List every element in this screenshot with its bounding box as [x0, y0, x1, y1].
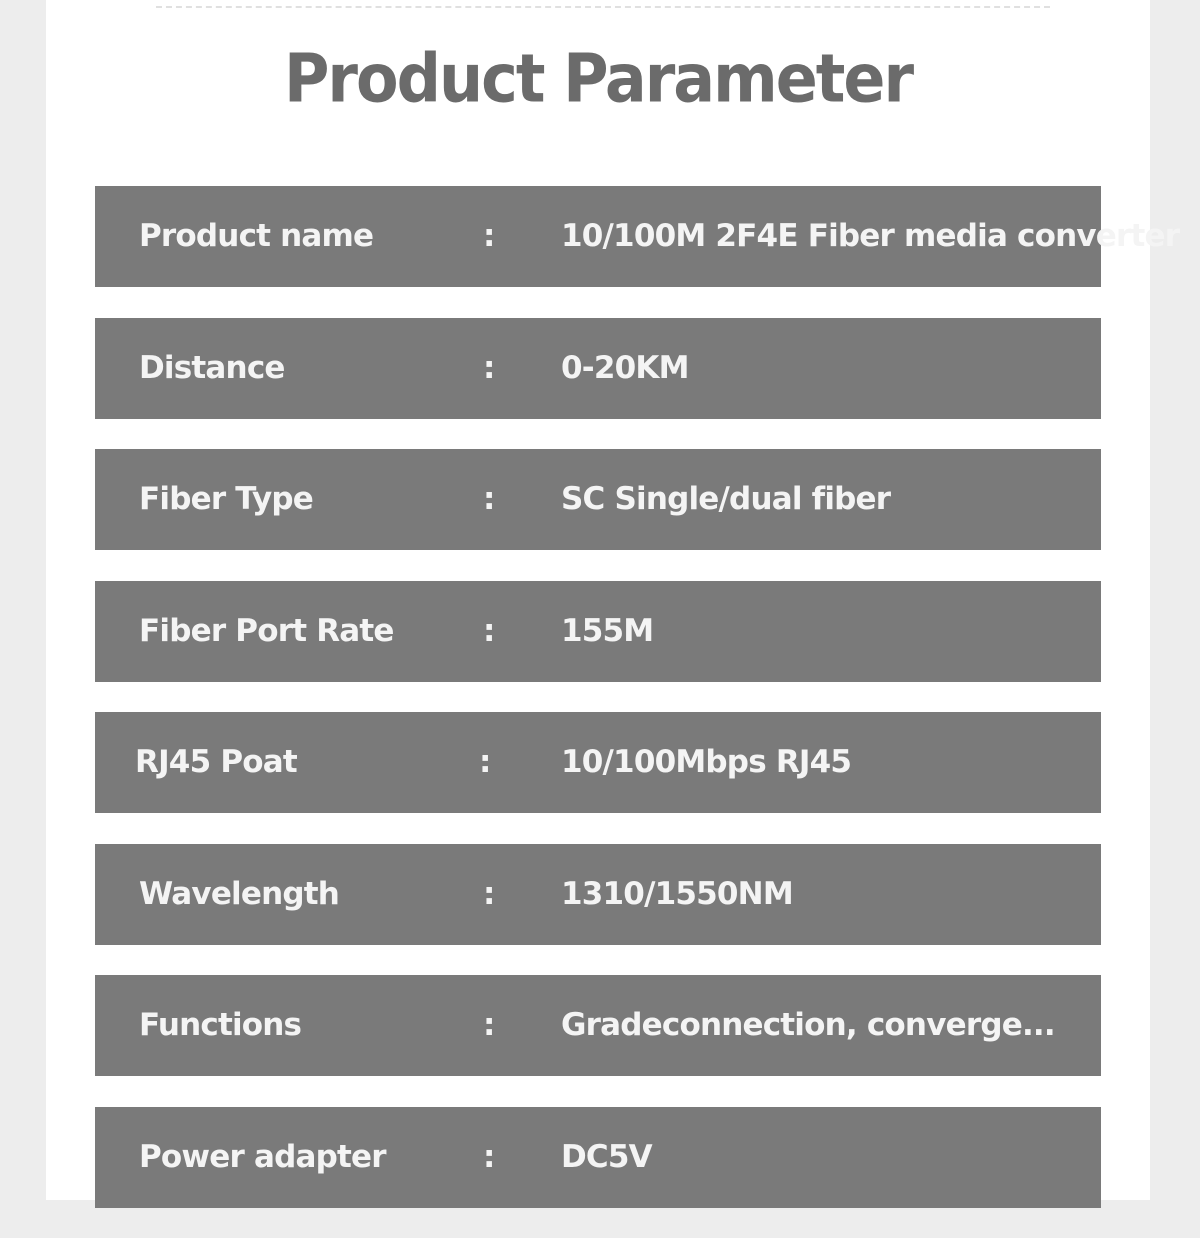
parameter-separator: : — [479, 744, 491, 780]
parameter-table — [95, 186, 1180, 1238]
parameter-separator: : — [483, 1138, 495, 1175]
parameter-separator: : — [483, 349, 495, 386]
parameter-value: 10/100Mbps RJ45 — [561, 744, 852, 780]
parameter-value: 0-20KM — [561, 349, 689, 386]
parameter-label: Fiber Port Rate — [139, 612, 394, 649]
parameter-separator: : — [483, 218, 495, 254]
parameter-row-fiber-type — [95, 449, 1101, 550]
parameter-value: SC Single/dual fiber — [561, 481, 891, 517]
parameter-row-fiber-port-rate — [95, 581, 1101, 682]
parameter-value: 155M — [561, 612, 654, 649]
parameter-label: Fiber Type — [139, 481, 313, 517]
parameter-row-distance — [95, 318, 1101, 419]
page-title: Product Parameter — [283, 39, 913, 118]
product-page — [46, 0, 1180, 1200]
parameter-value: DC5V — [561, 1138, 652, 1175]
parameter-label: Distance — [139, 349, 285, 386]
parameter-label: Wavelength — [139, 875, 340, 912]
parameter-separator: : — [483, 1007, 495, 1043]
parameter-row-wavelength — [95, 844, 1101, 945]
parameter-separator: : — [483, 481, 495, 517]
parameter-value: Gradeconnection, converge... — [561, 1007, 1055, 1043]
parameter-row-power-adapter — [95, 1107, 1101, 1208]
parameter-separator: : — [483, 875, 495, 912]
parameter-label: Power adapter — [139, 1138, 386, 1175]
parameter-value: 10/100M 2F4E Fiber media converter — [561, 218, 1180, 254]
parameter-label: Functions — [139, 1007, 302, 1043]
top-divider — [156, 0, 1050, 8]
parameter-row-functions — [95, 975, 1101, 1076]
parameter-row-product-name — [95, 186, 1180, 287]
parameter-row-rj45-port — [95, 712, 1101, 813]
parameter-value: 1310/1550NM — [561, 875, 793, 912]
parameter-label: Product name — [139, 218, 374, 254]
parameter-separator: : — [483, 612, 495, 649]
parameter-label: RJ45 Poat — [135, 744, 297, 780]
